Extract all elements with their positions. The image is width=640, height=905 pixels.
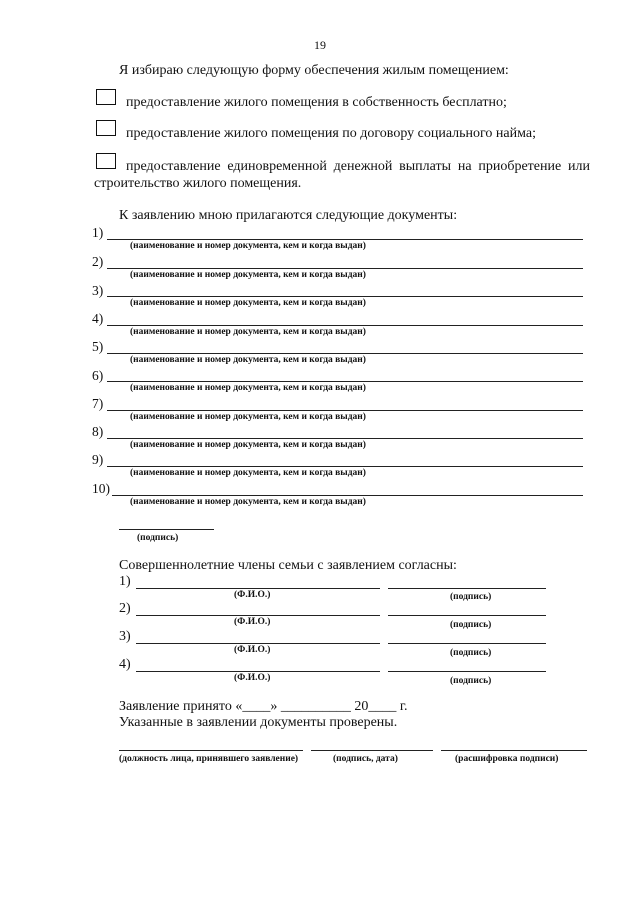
document-field[interactable]: [107, 466, 583, 467]
family-fio-field[interactable]: [136, 643, 380, 644]
family-fio-field[interactable]: [136, 671, 380, 672]
accepted-line: Заявление принято «____» __________ 20____ г.: [119, 699, 408, 714]
signature-date-hint: (подпись, дата): [333, 754, 398, 764]
choice-intro: Я избираю следующую форму обеспечения жилым помещением:: [119, 63, 509, 78]
family-intro: Совершеннолетние члены семьи с заявлением согласны:: [119, 558, 457, 573]
document-number: 4): [92, 311, 104, 326]
family-fio-hint: (Ф.И.О.): [234, 645, 271, 655]
option-checkbox-2[interactable]: [96, 120, 116, 136]
signature-date-field[interactable]: [311, 750, 433, 751]
checked-line: Указанные в заявлении документы проверены.: [119, 715, 398, 730]
option-checkbox-3[interactable]: [96, 153, 116, 169]
document-hint: (наименование и номер документа, кем и когда выдан): [130, 497, 366, 507]
document-number: 3): [92, 283, 104, 298]
family-signature-hint: (подпись): [450, 648, 492, 658]
family-signature-field[interactable]: [388, 671, 546, 672]
document-hint: (наименование и номер документа, кем и когда выдан): [130, 440, 366, 450]
document-hint: (наименование и номер документа, кем и когда выдан): [130, 383, 366, 393]
family-number: 1): [119, 574, 131, 589]
document-field[interactable]: [107, 438, 583, 439]
family-fio-hint: (Ф.И.О.): [234, 673, 271, 683]
page-number: 19: [314, 38, 326, 52]
document-field[interactable]: [107, 296, 583, 297]
document-field[interactable]: [107, 353, 583, 354]
family-fio-field[interactable]: [136, 588, 380, 589]
family-fio-hint: (Ф.И.О.): [234, 590, 271, 600]
position-field[interactable]: [119, 750, 303, 751]
document-number: 9): [92, 452, 104, 467]
document-number: 5): [92, 339, 104, 354]
document-number: 1): [92, 225, 104, 240]
document-field[interactable]: [107, 381, 583, 382]
applicant-signature-hint: (подпись): [137, 533, 179, 543]
option-checkbox-1[interactable]: [96, 89, 116, 105]
document-number: 6): [92, 368, 104, 383]
family-signature-field[interactable]: [388, 588, 546, 589]
applicant-signature-field[interactable]: [119, 529, 214, 530]
document-field[interactable]: [107, 268, 583, 269]
option-label-3-cont: строительство жилого помещения.: [94, 176, 302, 191]
document-hint: (наименование и номер документа, кем и когда выдан): [130, 412, 366, 422]
family-number: 4): [119, 657, 131, 672]
option-label-1: предоставление жилого помещения в собственность бесплатно;: [126, 95, 507, 110]
family-signature-hint: (подпись): [450, 620, 492, 630]
family-signature-hint: (подпись): [450, 676, 492, 686]
document-number: 7): [92, 396, 104, 411]
family-signature-hint: (подпись): [450, 592, 492, 602]
option-label-3: предоставление единовременной денежной выплаты на приобретение или: [126, 159, 590, 174]
document-hint: (наименование и номер документа, кем и когда выдан): [130, 298, 366, 308]
document-field[interactable]: [112, 495, 583, 496]
family-signature-field[interactable]: [388, 615, 546, 616]
documents-intro: К заявлению мною прилагаются следующие документы:: [119, 208, 458, 223]
document-field[interactable]: [107, 239, 583, 240]
position-hint: (должность лица, принявшего заявление): [119, 754, 299, 764]
document-hint: (наименование и номер документа, кем и когда выдан): [130, 355, 366, 365]
document-number: 2): [92, 254, 104, 269]
decoding-hint: (расшифровка подписи): [455, 754, 559, 764]
document-hint: (наименование и номер документа, кем и когда выдан): [130, 270, 366, 280]
document-number: 8): [92, 424, 104, 439]
family-signature-field[interactable]: [388, 643, 546, 644]
document-number: 10): [92, 481, 110, 496]
family-fio-field[interactable]: [136, 615, 380, 616]
document-hint: (наименование и номер документа, кем и когда выдан): [130, 327, 366, 337]
option-label-2: предоставление жилого помещения по договору социального найма;: [126, 126, 536, 141]
document-hint: (наименование и номер документа, кем и когда выдан): [130, 468, 366, 478]
document-hint: (наименование и номер документа, кем и когда выдан): [130, 241, 366, 251]
decoding-field[interactable]: [441, 750, 587, 751]
document-field[interactable]: [107, 325, 583, 326]
family-fio-hint: (Ф.И.О.): [234, 617, 271, 627]
family-number: 3): [119, 629, 131, 644]
document-field[interactable]: [107, 410, 583, 411]
family-number: 2): [119, 601, 131, 616]
